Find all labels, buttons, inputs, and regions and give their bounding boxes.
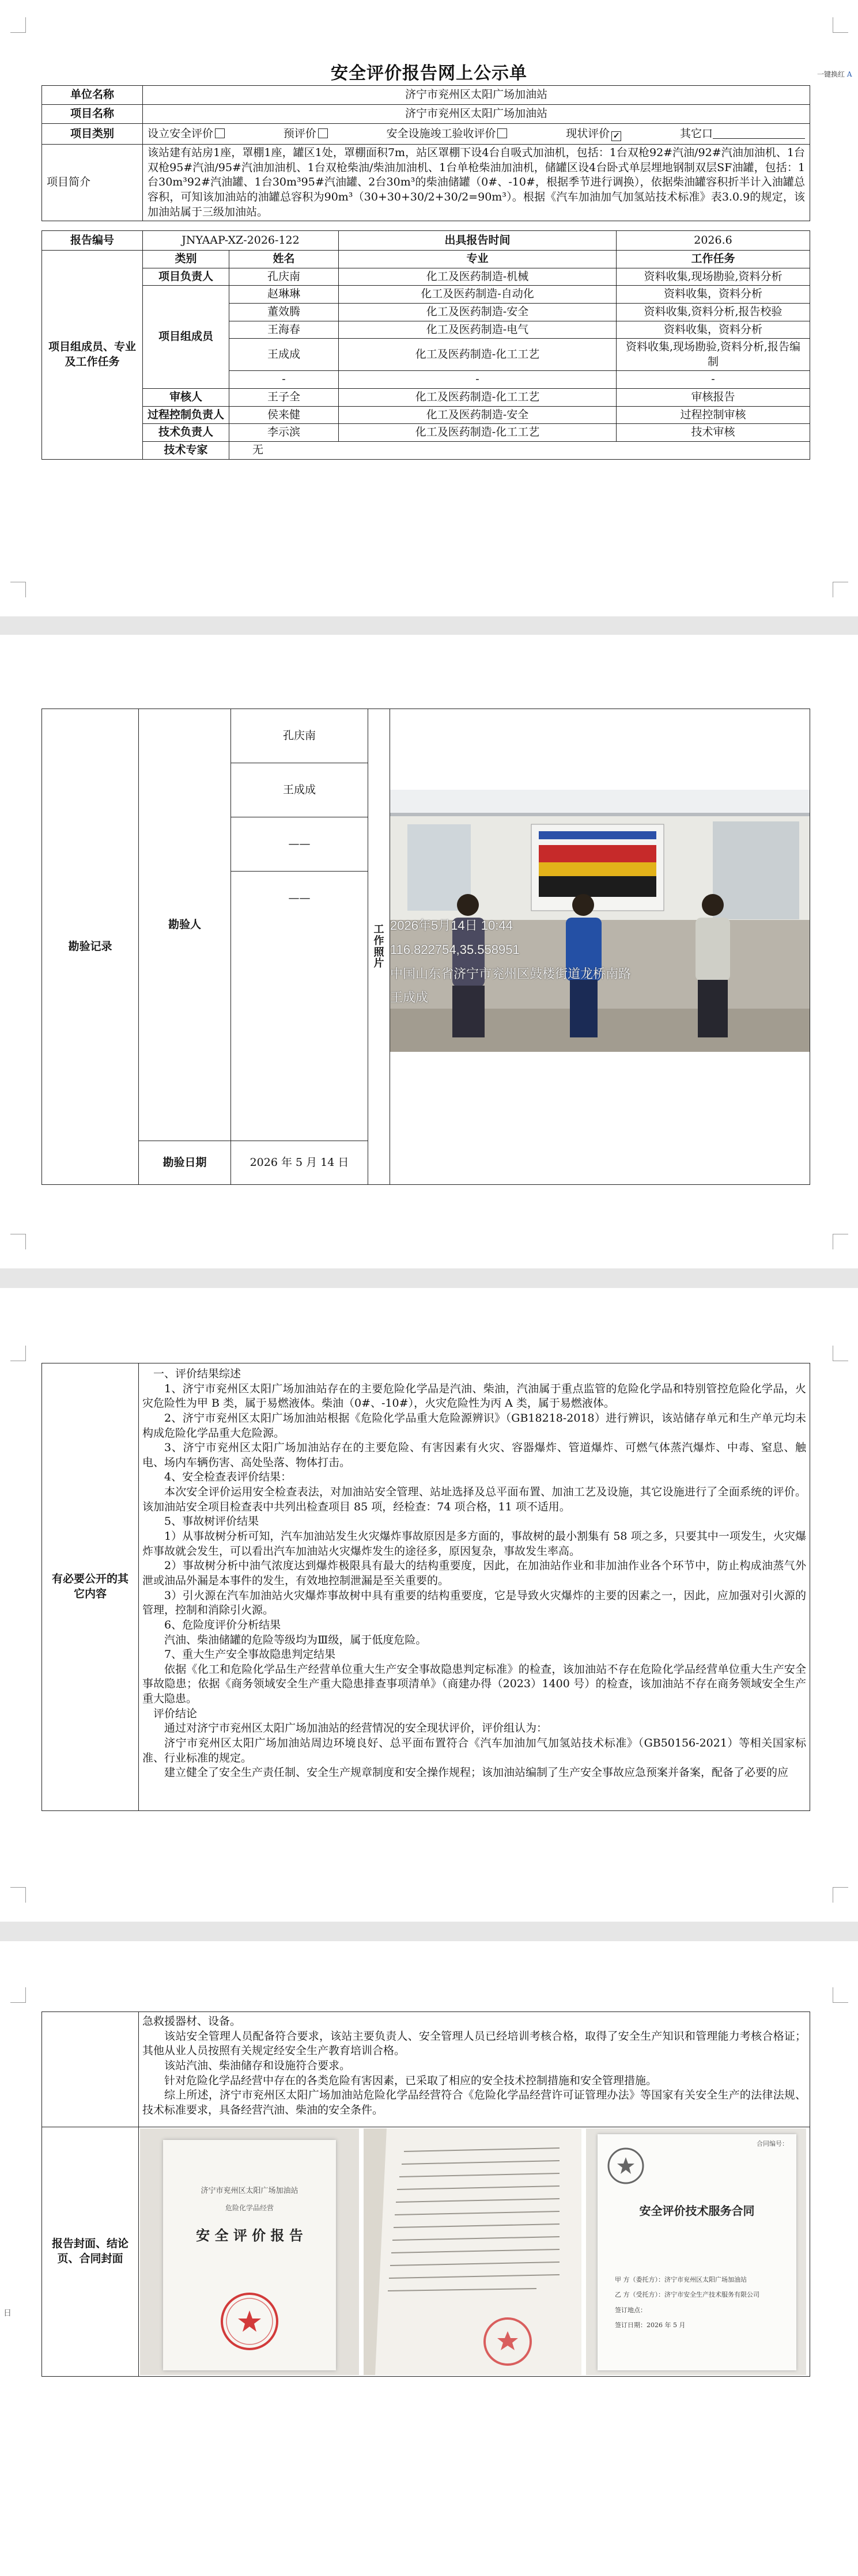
member-name: - [229,371,339,389]
project-name-label: 项目名称 [42,105,143,124]
expert-value: 无 [229,442,810,460]
project-type-option [566,127,621,142]
report-paragraph: 该站安全管理人员配备符合要求，该站主要负责人、安全管理人员已经培训考核合格，取得了安全生产知识和管理能力考核合格证；其他从业人员按照有关规定经安全生产教育培训合格。 [142,2029,806,2058]
member-major: 化工及医药制造-机械 [339,268,617,286]
member-task: - [617,371,810,389]
report-paragraph: 急救援器材、设备。 [142,2015,241,2028]
expert-label: 技术专家 [143,442,229,460]
report-paragraph: 济宁市兖州区太阳广场加油站周边环境良好、总平面布置符合《汽车加油加气加氢站技术标准》（GB50156-2021）等相关国家标准、行业标准的规定。 [142,1737,806,1764]
page-3 [0,1288,858,1922]
member-major: 化工及医药制造-化工工艺 [339,424,617,442]
page-4 [0,1941,858,2576]
project-type-option-label: 设立安全评价 [148,127,214,140]
report-paragraph: 2、济宁市兖州区太阳广场加油站根据《危险化学品重大危险源辨识》（GB18218-2018）进行辨识，该站储存单元和生产单元均未构成危险化学品重大危险源。 [142,1411,806,1439]
issue-date-label: 出具报告时间 [339,231,617,251]
survey-person: —— [231,817,368,871]
member-name: 王成成 [229,339,339,371]
report-cover-sheet [163,2140,336,2370]
report-cover-photo [140,2128,359,2375]
member-major: 化工及医药制造-自动化 [339,286,617,304]
project-type-list [148,127,805,142]
report-paragraph: 针对危险化学品经营中存在的各类危险有害因素，已采取了相应的安全技术控制措施和安全管理措施。 [164,2074,657,2087]
report-paragraph: 3、济宁市兖州区太阳广场加油站存在的主要危险、有害因素有火灾、容器爆炸、管道爆炸、可燃气体蒸汽爆炸、中毒、窒息、触电、场内车辆伤害、高处坠落、物体打击。 [142,1441,806,1469]
unit-name-label: 单位名称 [42,86,143,105]
crop-mark [833,1346,848,1361]
report-paragraph: 2）事故树分析中油气浓度达到爆炸极限具有最大的结构重要度，因此，在加油站作业和非加油作业各个环节中，防止构成油蒸气外泄或油品外漏是本事件的发生，有效地控制泄漏是至关重要的。 [142,1559,806,1587]
report-cover-unit: 济宁市兖州区太阳广场加油站 [201,2187,298,2195]
project-type-label: 项目类别 [42,124,143,145]
covers-images [139,2127,810,2377]
member-task: 过程控制审核 [617,406,810,424]
member-name: 董效腾 [229,303,339,321]
member-name: 李示滨 [229,424,339,442]
covers-label: 报告封面、结论页、合同封面 [42,2127,139,2377]
report-paragraph: 7、重大生产安全事故隐患判定结果 [164,1648,336,1661]
crop-mark [833,1234,848,1249]
crop-mark [10,1887,26,1903]
checkbox-icon [497,128,507,138]
report-paragraph: 4、安全检查表评价结果： [164,1471,292,1484]
crop-mark [833,582,848,597]
role-label: 过程控制负责人 [143,406,229,424]
issues-cont-table [41,2011,810,2377]
report-paragraph: 本次安全评价运用安全检查表法，对加油站安全管理、站址选择及总平面布置、加油工艺及设施，其它设施进行了全面系统的评价。该加油站安全项目检查表中共列出检查项目 85 项，经检查：74 项合格，11 项不适用。 [142,1486,806,1513]
report-paragraph: 依据《化工和危险化学品生产经营单位重大生产安全事故隐患判定标准》的检查，该加油站不存在危险化学品经营单位重大生产安全事故隐患；依据《商务领域安全生产重大隐患排查事项清单》（商建办得（2023）1400 号）的检查，该加油站不存在商务领域安全生产重大隐患。 [142,1662,806,1706]
contract-cover-photo [586,2128,806,2375]
member-task: 审核报告 [617,389,810,407]
member-task: 资料收集,现场勘验,资料分析 [617,268,810,286]
team-table [41,250,810,460]
contract-title: 安全评价技术服务合同 [639,2204,755,2218]
issues-content [139,1363,810,1811]
team-leader-label: 项目负责人 [143,268,229,286]
role-label: 审核人 [143,389,229,407]
issues-cont-label [42,2012,139,2127]
member-major: 化工及医药制造-电气 [339,321,617,339]
report-paragraph: 评价结论 [153,1707,198,1720]
member-name: 孔庆南 [229,268,339,286]
checkbox-icon [318,128,328,138]
project-type-option-label: 其它口 [679,127,713,140]
survey-people-label: 勘验人 [139,709,231,1141]
report-no-value: JNYAAP-XZ-2026-122 [143,231,339,251]
role-label: 技术负责人 [143,424,229,442]
toolbar-hint[interactable] [817,69,852,79]
member-major: 化工及医药制造-安全 [339,303,617,321]
report-info-table [41,230,810,251]
project-type-option [284,127,328,142]
member-task: 资料收集，资料分析 [617,321,810,339]
contract-field: 签订日期：2026 年 5 月 [615,2321,686,2329]
conclusion-page-image [364,2128,581,2375]
crop-mark [10,1346,26,1361]
project-type-options [143,124,810,145]
crop-mark [10,1987,26,2003]
crop-mark [833,1887,848,1903]
report-paragraph: 汽油、柴油储罐的危险等级均为Ⅲ级，属于低度危险。 [164,1633,427,1646]
contract-field: 签订地点： [615,2306,647,2314]
member-task: 资料收集,现场勘验,资料分析,报告编制 [617,339,810,371]
report-paragraph: 3）引火源在汽车加油站火灾爆炸事故树中具有重要的结构重要度，它是导致火灾爆炸的主要的因素之一，因此，应加强对引火源的管理，控制和消除引火源。 [142,1589,806,1617]
survey-table [41,709,810,1185]
company-seal-icon [606,2146,646,2186]
photo-watermark-time: 2026年5月14日 10:44 [390,918,513,933]
team-header: 类别 [143,251,229,268]
crop-mark [10,582,26,597]
project-type-option [148,127,225,142]
member-major: - [339,371,617,389]
member-name: 王子全 [229,389,339,407]
photo-label: 工作照片 [368,709,390,1185]
report-paragraph: 6、危险度评价分析结果 [164,1618,281,1631]
member-name: 王海春 [229,321,339,339]
member-major: 化工及医药制造-化工工艺 [339,339,617,371]
checkbox-icon [215,128,225,138]
contract-field: 甲 方（委托方）：济宁市兖州区太阳广场加油站 [615,2276,747,2283]
red-seal-icon [218,2290,281,2353]
survey-date-label: 勘验日期 [139,1141,231,1185]
issue-date-value: 2026.6 [617,231,810,251]
member-major: 化工及医药制造-化工工艺 [339,389,617,407]
crop-mark [10,1234,26,1249]
report-paragraph: 建立健全了安全生产责任制、安全生产规章制度和安全操作规程；该加油站编制了生产安全事故应急预案并备案，配备了必要的应 [164,1766,789,1779]
report-cover-sub: 危险化学品经营 [225,2203,274,2212]
contract-sheet [598,2134,796,2370]
photo-watermark-address: 中国山东省济宁市兖州区鼓楼街道龙桥南路 [390,966,632,981]
project-type-option-label: 预评价 [283,127,316,140]
survey-person: 王成成 [231,763,368,817]
page-title: 安全评价报告网上公示单 [331,63,527,84]
project-type-option-label: 现状评价 [566,127,610,140]
report-paragraph: 1）从事故树分析可知，汽车加油站发生火灾爆炸事故原因是多方面的，事故树的最小割集有 58 项之多，只要其中一项发生，火灾爆炸事故就会发生，可以看出汽车加油站火灾爆炸发生的途径多，原因复杂，事故发生率高。 [142,1530,806,1558]
team-header: 姓名 [229,251,339,268]
report-paragraph: 综上所述，济宁市兖州区太阳广场加油站危险化学品经营符合《危险化学品经营许可证管理办法》等国家有关安全生产的法律法规、技术标准要求，具备经营汽油、柴油的安全条件。 [142,2089,806,2116]
team-members-label: 项目组成员 [143,286,229,389]
intro-label: 项目简介 [42,145,143,221]
page-2 [0,635,858,1268]
survey-people-list [231,709,368,1141]
report-paragraph: 通过对济宁市兖州区太阳广场加油站的经营情况的安全现状评价，评价组认为： [164,1722,548,1735]
conclusion-page-photo [364,2128,581,2375]
report-no-label: 报告编号 [42,231,143,251]
survey-person: —— [231,871,368,925]
project-type-option [386,127,507,142]
project-name-value: 济宁市兖州区太阳广场加油站 [143,105,810,124]
photo-watermark-coords: 116.822754,35.558951 [390,942,520,957]
crop-mark [833,17,848,33]
checkbox-icon: ✓ [611,131,621,141]
report-paragraph: 5、事故树评价结果 [164,1515,259,1528]
member-major: 化工及医药制造-安全 [339,406,617,424]
photo-watermark-person: 王成成 [390,990,429,1005]
contract-number: 合同编号： [757,2140,788,2147]
toolbar-hint-text: 一键换红 [817,70,845,78]
survey-date-value: 2026 年 5 月 14 日 [231,1141,368,1185]
report-paragraph: 1、济宁市兖州区太阳广场加油站存在的主要危险化学品是汽油、柴油，汽油属于重点监管的危险化学品和特别管控危险化学品，火灾危险性为甲 B 类，属于易燃液体。柴油（0#、-10#），火灾危险性为丙 A 类，属于易燃液体。 [142,1382,806,1410]
summary-table [41,85,810,221]
member-name: 赵琳琳 [229,286,339,304]
team-header: 专业 [339,251,617,268]
project-type-option [680,127,805,142]
crop-mark [833,1987,848,2003]
work-photo-cell [390,709,810,1185]
page-1 [0,0,858,616]
issues-cont-content [139,2012,810,2127]
member-task: 技术审核 [617,424,810,442]
toolbar-hint-link[interactable]: A [846,70,852,78]
contract-field: 乙 方（受托方）：济宁市安全生产技术服务有限公司 [615,2291,759,2299]
contract-fields [615,2272,788,2333]
side-mark: 日 [3,2309,12,2318]
work-photo [390,790,810,1052]
unit-name-value: 济宁市兖州区太阳广场加油站 [143,86,810,105]
team-header: 工作任务 [617,251,810,268]
project-type-option-label: 安全设施竣工验收评价 [386,127,496,140]
survey-record-label: 勘验记录 [42,709,139,1185]
intro-text: 该站建有站房1座，罩棚1座，罐区1处，罩棚面积7m，站区罩棚下设4台自吸式加油机，包括：1台双枪92#汽油/92#汽油加油机、1台双枪95#汽油/95#汽油加油机、1台双枪柴油/柴油加油机、1台单枪柴油加油机，储罐区设4台卧式单层埋地钢制双层SF油罐，包括：1台30m³92#汽油罐、1台30m³95#汽油罐、2台30m³的柴油储罐（0#、-10#，根据季节进行调换），依据柴油罐容积折半计入油罐总容积，可知该加油站的油罐总容积为90m³（30+30+30/2+30/2=90m³）。根据《汽车加油加气加氢站技术标准》表3.0.9的规定，该加油站属于三级加油站。 [143,145,810,221]
crop-mark [10,17,26,33]
report-paragraph: 该站汽油、柴油储存和设施符合要求。 [164,2059,351,2072]
member-task: 资料收集，资料分析 [617,286,810,304]
photo-watermark [390,914,631,1010]
report-cover-title: 安 全 评 价 报 告 [196,2226,303,2244]
member-task: 资料收集,资料分析,报告校验 [617,303,810,321]
survey-person: 孔庆南 [282,729,316,742]
issues-table [41,1363,810,1811]
report-paragraph: 一、评价结果综述 [153,1367,241,1380]
team-group-label: 项目组成员、专业及工作任务 [42,251,143,460]
member-name: 侯来健 [229,406,339,424]
issues-label: 有必要公开的其它内容 [42,1363,139,1811]
other-underline [713,129,805,139]
